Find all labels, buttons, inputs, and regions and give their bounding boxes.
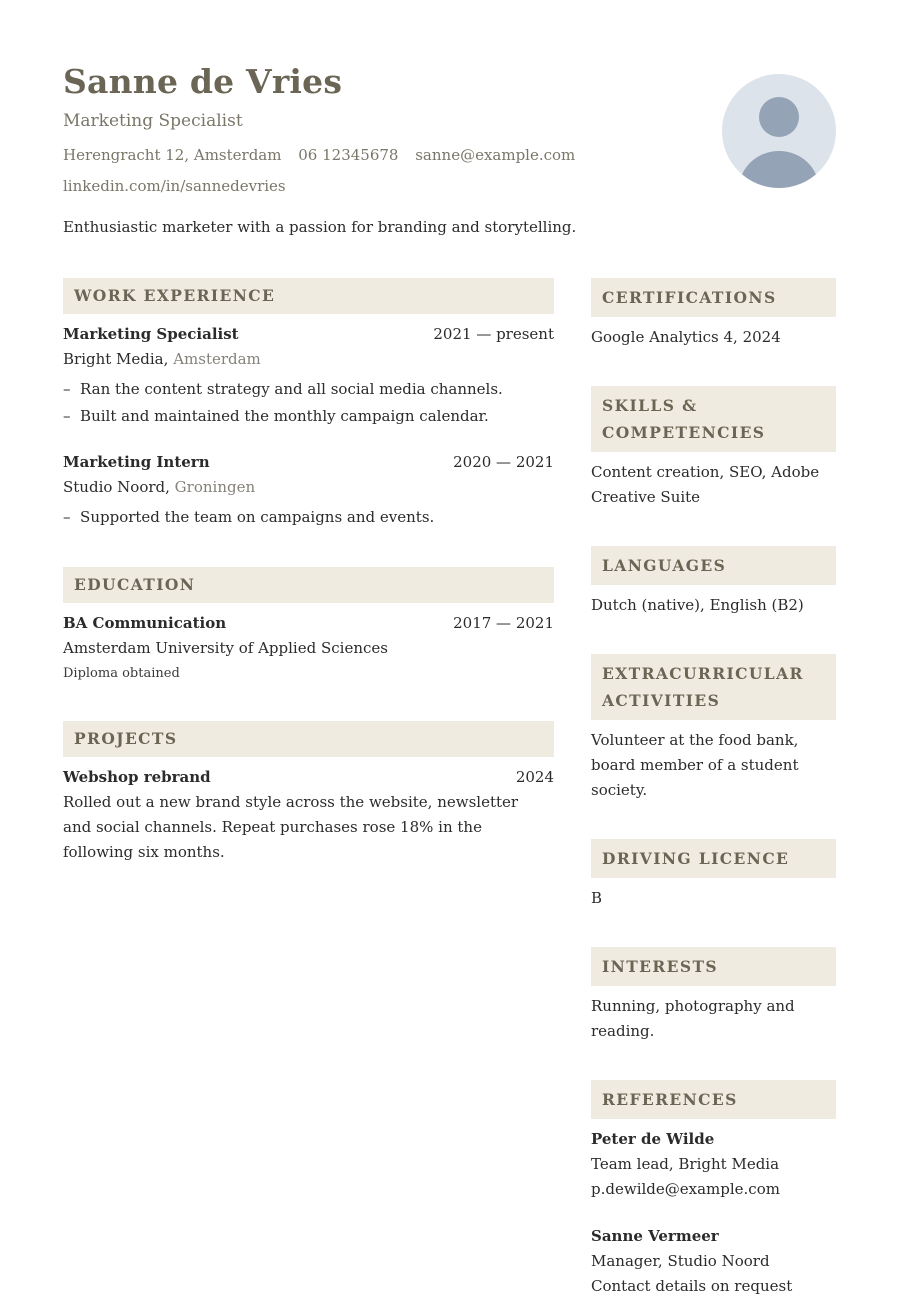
bullet-marker: – <box>63 407 71 425</box>
education-entry <box>63 611 554 686</box>
work-company-line <box>63 347 554 372</box>
linkedin-link: linkedin.com/in/sannedevries <box>63 177 286 195</box>
email: sanne@example.com <box>415 146 576 164</box>
bullet-text: Supported the team on campaigns and events. <box>80 508 435 526</box>
bullet-marker: – <box>63 508 71 526</box>
work-period: 2021 — present <box>433 325 554 343</box>
reference-contact: p.dewilde@example.com <box>591 1180 780 1198</box>
work-bullet <box>63 376 554 403</box>
project-year: 2024 <box>515 768 554 786</box>
section-heading-languages: LANGUAGES <box>591 546 836 585</box>
work-company: Bright Media <box>63 350 164 368</box>
reference-entry <box>591 1127 836 1202</box>
avatar <box>722 74 836 188</box>
contact-line <box>63 146 587 164</box>
work-period: 2020 — 2021 <box>453 453 554 471</box>
section-heading-projects: PROJECTS <box>63 721 554 757</box>
user-silhouette-icon <box>722 74 836 188</box>
separator: , <box>163 350 174 368</box>
certifications-text: Google Analytics 4, 2024 <box>591 328 781 346</box>
main-column <box>63 278 554 865</box>
school: Amsterdam University of Applied Sciences <box>63 639 388 657</box>
work-role: Marketing Intern <box>63 453 210 471</box>
summary: Enthusiastic marketer with a passion for branding and storytelling. <box>63 218 577 236</box>
work-bullet <box>63 403 554 430</box>
work-city: Amsterdam <box>173 350 261 368</box>
languages-text: Dutch (native), English (B2) <box>591 596 804 614</box>
section-heading-driving-licence: DRIVING LICENCE <box>591 839 836 878</box>
sidebar-column <box>591 278 836 1299</box>
reference-role: Team lead, Bright Media <box>591 1155 780 1173</box>
skills-text: Content creation, SEO, Adobe Creative Suite <box>591 463 820 506</box>
phone: 06 12345678 <box>298 146 399 164</box>
section-heading-extracurricular: EXTRACURRICULAR ACTIVITIES <box>591 654 836 720</box>
reference-role: Manager, Studio Noord <box>591 1252 770 1270</box>
candidate-name: Sanne de Vries <box>63 62 343 101</box>
bullet-marker: – <box>63 380 71 398</box>
driving-licence-text: B <box>591 889 603 907</box>
reference-name: Sanne Vermeer <box>591 1227 719 1245</box>
work-bullet <box>63 504 554 531</box>
separator: , <box>165 478 175 496</box>
section-heading-education: EDUCATION <box>63 567 554 603</box>
work-entry <box>63 450 554 531</box>
reference-contact: Contact details on request <box>591 1277 793 1295</box>
extracurricular-text: Volunteer at the food bank, board member of a student society. <box>591 731 799 799</box>
section-heading-work: WORK EXPERIENCE <box>63 278 554 314</box>
project-entry <box>63 765 554 865</box>
job-title: Marketing Specialist <box>63 111 243 131</box>
bullet-text: Ran the content strategy and all social media channels. <box>80 380 503 398</box>
education-period: 2017 — 2021 <box>453 614 554 632</box>
project-description: Rolled out a new brand style across the website, newsletter and social channels. Repeat purchases rose 18% in the following six months. <box>63 793 519 861</box>
reference-entry <box>591 1224 836 1299</box>
work-entry <box>63 322 554 430</box>
interests-text: Running, photography and reading. <box>591 997 795 1040</box>
work-role: Marketing Specialist <box>63 325 239 343</box>
work-company-line <box>63 475 554 500</box>
degree: BA Communication <box>63 614 227 632</box>
education-note: Diploma obtained <box>63 666 180 681</box>
section-heading-references: REFERENCES <box>591 1080 836 1119</box>
work-company: Studio Noord <box>63 478 166 496</box>
section-heading-skills: SKILLS & COMPETENCIES <box>591 386 836 452</box>
work-city: Groningen <box>174 478 256 496</box>
bullet-text: Built and maintained the monthly campaign calendar. <box>80 407 489 425</box>
address: Herengracht 12, Amsterdam <box>63 146 282 164</box>
section-heading-interests: INTERESTS <box>591 947 836 986</box>
project-name: Webshop rebrand <box>63 768 211 786</box>
section-heading-certifications: CERTIFICATIONS <box>591 278 836 317</box>
reference-name: Peter de Wilde <box>591 1130 715 1148</box>
